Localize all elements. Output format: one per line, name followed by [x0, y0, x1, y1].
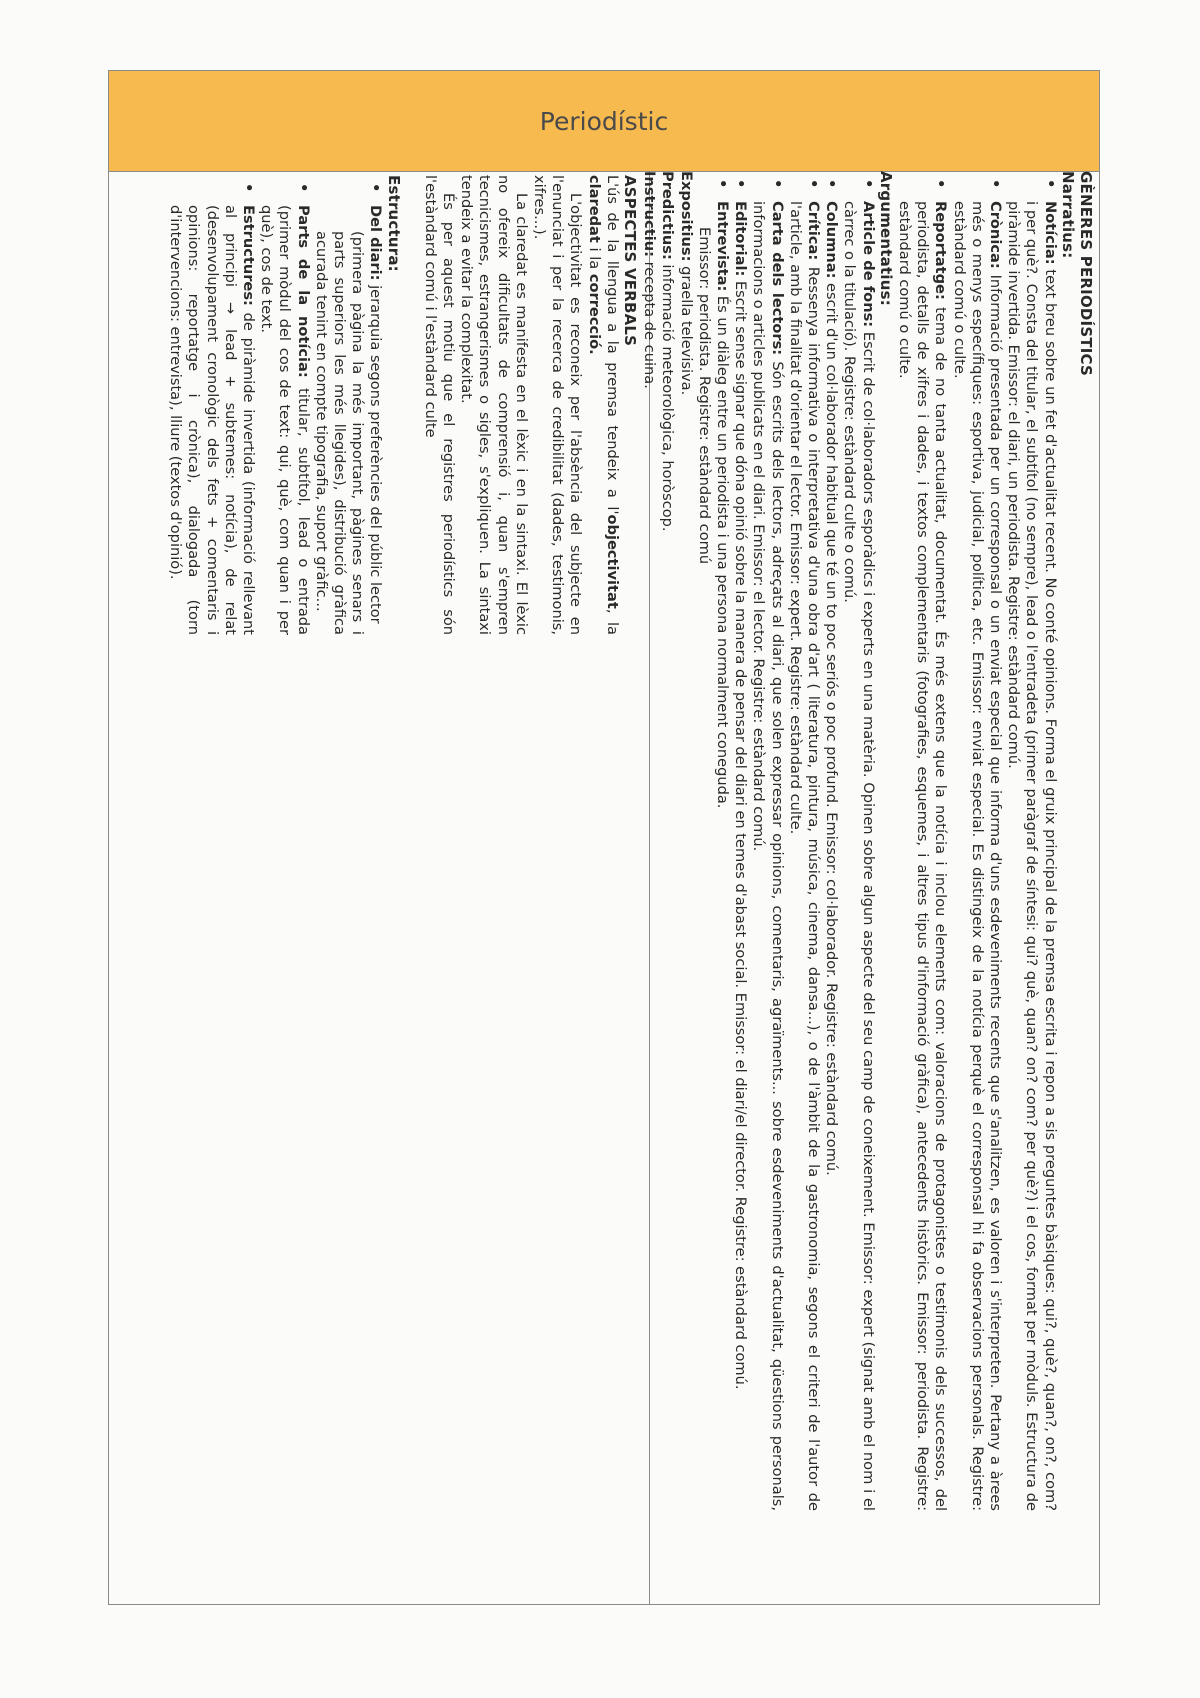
list-item: • Crònica: Informació presentada per un corresponsal o un enviat especial que informa d'uns esdeveniments recents que s'analitzen, es valoren i s'interpreten. Pertany a àrees més o menys específiques: esportiva, judicial, política, etc. Emissor: enviat especial. Es distingeix de la notícia perquè el corresponsal hi fa observacions personals. Registre: estàndard comú o culte.: [949, 201, 1004, 1511]
instructive-line: Instructiu: recepta de cuina.: [641, 171, 659, 389]
list-item: • Article de fons: Escrit de col·laboradors esporàdics i experts en una matèria. Opinen sobre algun aspecte del seu camp de coneixement. Emissor: expert (signat amb el nom i el càrrec o la titulació). Registre: estàndard culte o comú.: [840, 201, 876, 1511]
structure-list: [166, 175, 384, 635]
genres-cell: [641, 171, 1099, 1604]
paragraph-intro: L'ús de la llengua a la premsa tendeix a l'objectivitat, la claredat i la correcció.: [585, 175, 621, 635]
narrative-heading: Narratius:: [1058, 171, 1077, 259]
expository-line: Expositius: graella televisiva.: [677, 171, 695, 396]
list-item: • Editorial: Escrit sense signar que dóna opinió sobre la manera de pensar del diari en temes d'abast social. Emissor: el diari/el director. Registre: estàndard comú.: [731, 201, 749, 1511]
list-item: • Columna: escrit d'un col·laborador habitual que té un to poc seriós o poc profund. Emissor: col·laborador. Registre: estàndard comú.: [822, 201, 840, 1511]
list-item: • Estructures: de piràmide invertida (informació rellevant al principi → lead + subtemes: notícia), de relat (desenvolupament cronològic dels fets + comentaris i opinions: reportatge i crònica), dialogada (torn d'intervencions: entrevista), lliure (textos d'opinió).: [166, 205, 257, 635]
verbal-aspects-heading: ASPECTES VERBALS: [621, 175, 639, 347]
narrative-list: [895, 171, 1059, 1511]
list-item: • Reportatge: tema de no tanta actualitat, documentat. És més extens que la notícia i inclou elements com: valoracions de protagonistes o testimonis dels successos, del periodista, detalls de xifres i dades, i textos complementaris (fotografies, esquemes, i altres tipus d'informació gràfica), antecedents històrics. Emissor: periodista. Registre: estàndard comú o culte.: [895, 201, 950, 1511]
paragraph-registers: És per aquest motiu que el registres periodístics són l'estàndard comú i l'estàndard culte: [421, 175, 457, 635]
verbal-aspects-cell: [109, 171, 650, 1604]
list-item: • Crítica: Ressenya informativa o interpretativa d'una obra d'art ( literatura, pintura, música, cinema, dansa...), o de l'àmbit de la gastronomia, segons el criteri de l'autor de l'article, amb la finalitat d'orientar el lector. Emissor: expert. Registre: estàndard culte.: [786, 201, 822, 1511]
paragraph-objectivity: L'objectivitat es reconeix per l'absència del subjecte en l'enunciat i per la recerca de credibilitat (dades, testimonis, xifres...).: [530, 175, 585, 635]
verbal-aspects-text: [166, 175, 639, 635]
table-frame: [108, 70, 1100, 1605]
predictive-line: Predictius: informació meteorològica, horòscop.: [659, 171, 677, 532]
page-title: Periodístic: [539, 106, 669, 136]
list-item: • Parts de la notícia: titular, subtítol, lead o entrada (primer mòdul del cos de text: qui, què, com quan i per què), cos de text.: [257, 205, 312, 635]
genres-heading: GÈNERES PERIODÍSTICS: [1077, 171, 1095, 377]
structure-heading: Estructura:: [384, 175, 403, 272]
genres-text: [640, 171, 1095, 1511]
list-item: • Carta dels lectors: Són escrits dels lectors, adreçats al diari, que solen expressar opinions, comentaris, agraïments... sobre esdeveniments d'actualitat, qüestions personals, informacions o articles publicats en el diari. Emissor: el lector. Registre: estàndard comú.: [749, 201, 785, 1511]
argumentative-heading: Argumentatius:: [876, 171, 895, 306]
list-item: • Del diari: jerarquia segons preferències del públic lector (primera pàgina la més important, pàgines senars i parts superiors les més llegides), distribució gràfica acurada tenint en compte tipografia, suport gràfic...: [312, 205, 385, 635]
list-item: • Entrevista: És un diàleg entre un periodista i una persona normalment coneguda. Emissor: periodista. Registre: estàndard comú: [695, 201, 731, 1511]
list-item: • Notícia: text breu sobre un fet d'actualitat recent. No conté opinions. Forma el gruix principal de la premsa escrita i repon a sis preguntes bàsiques: qui?, què?, quan?, on?, com? i per què?. Consta del titular, el subtítol (no sempre), lead o l'entradeta (primer paràgraf de síntesi: qui? què, quan? on? com? per què?) i el cos, format per mòduls. Estructura de piràmide invertida. Emissor: el diari, un periodista. Registre: estàndard comú.: [1004, 201, 1059, 1511]
argumentative-list: [695, 171, 877, 1511]
title-band: [109, 71, 1099, 172]
paragraph-clarity: La claredat es manifesta en el lèxic i en la sintaxi. El lèxic no ofereix dificultats de comprensió i, quan s'empren tecnicismes, estrangerismes o sigles, s'expliquen. La sintaxi tendeix a evitar la complexitat.: [458, 175, 530, 635]
